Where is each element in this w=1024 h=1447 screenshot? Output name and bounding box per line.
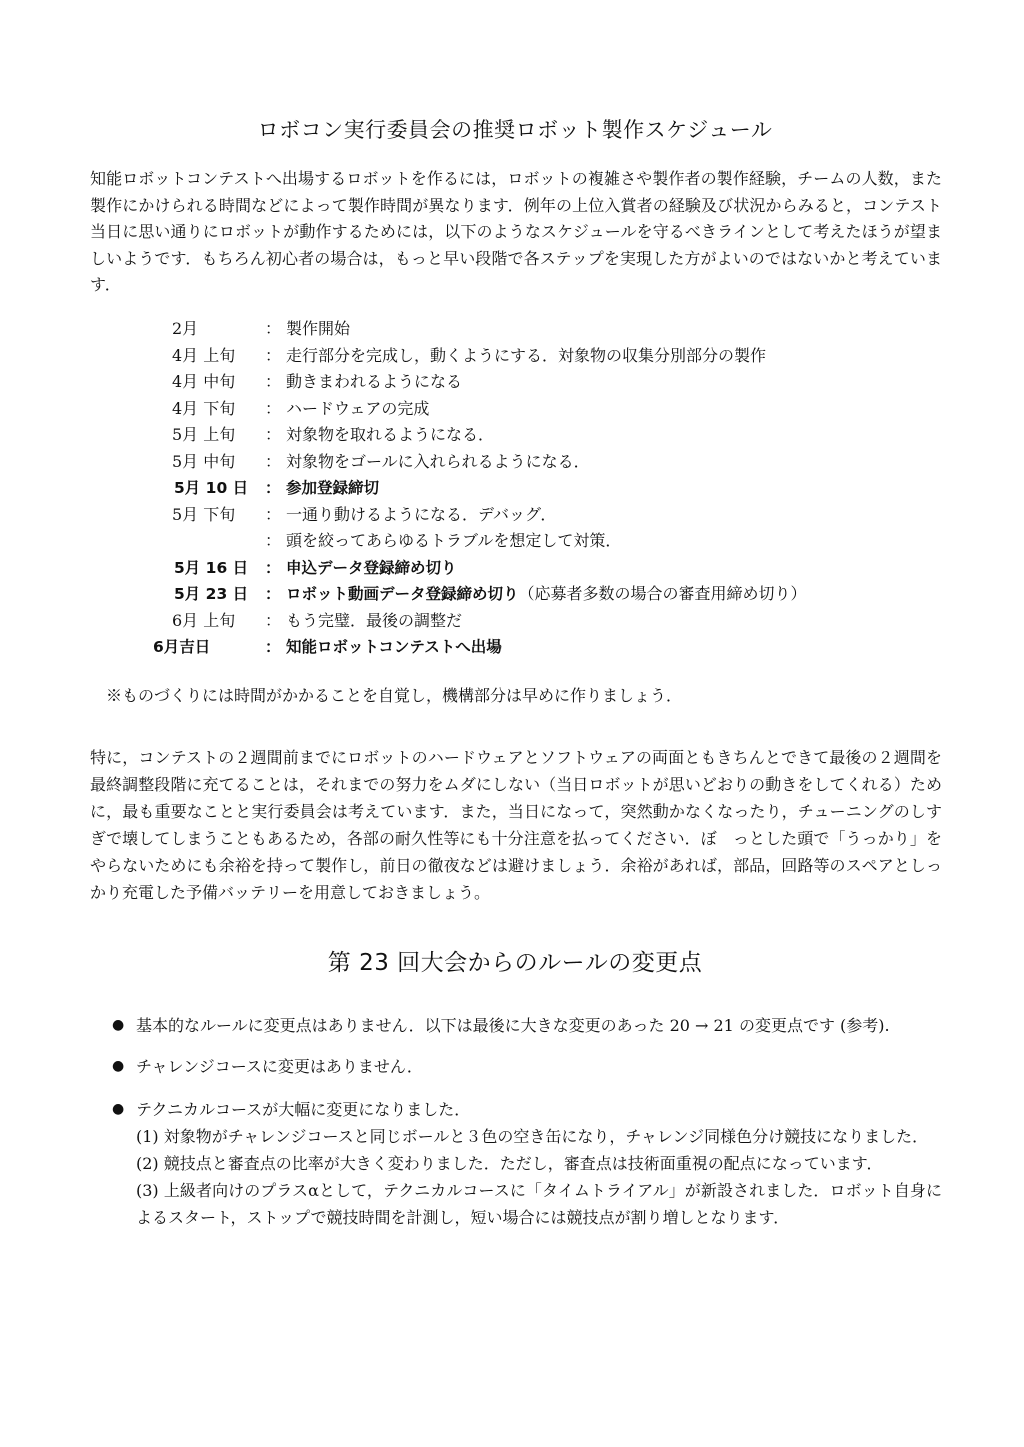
schedule-text: 知能ロボットコンテストへ出場 xyxy=(286,638,502,656)
schedule-text: 対象物をゴールに入れられるようになる． xyxy=(286,451,590,471)
schedule-row xyxy=(0,422,1024,448)
schedule-note-line: ※ものづくりには時間がかかることを自覚し，機構部分は早めに作りましょう． xyxy=(106,686,683,705)
schedule-colon: ： xyxy=(265,479,281,497)
advice-paragraph: 特に，コンテストの２週間前までにロボットのハードウェアとソフトウェアの両面ともきちんとできて最後の２週間を最終調整段階に充てることは，それまでの努力をムダにしない（当日ロボットが思いどおりの動きをしてくれる）ために，最も重要なことと実行委員会は考えています．また，当日になって，突然動かなくなったり，チューニングのしすぎで壊してしまうこともあるため，各部の耐久性等にも十分注意を払ってください．ぼ っとした頭で「うっかり」をやらないためにも余裕を持って製作し，前日の徹夜などは避けましょう．余裕があれば，部品，回路等のスペアとしっかり充電した予備バッテリーを用意しておきましょう。 xyxy=(90,748,942,902)
bullet-dot-icon: ● xyxy=(112,1017,125,1033)
schedule-row-deadline xyxy=(0,475,1024,501)
schedule-text: ロボット動画データ登録締め切り xyxy=(286,585,519,603)
bullet-text: チャレンジコースに変更はありません． xyxy=(136,1057,423,1076)
schedule-date: 5月 中旬 xyxy=(172,451,236,471)
intro-paragraph: 知能ロボットコンテストへ出場するロボットを作るには，ロボットの複雑さや製作者の製作経験，チームの人数，また製作にかけられる時間などによって製作時間が異なります．例年の上位入賞者の経験及び状況からみると，コンテスト当日に思い通りにロボットが動作するためには，以下のようなスケジュールを守るべきラインとして考えたほうが望ましいようです．もちろん初心者の場合は，もっと早い段階で各ステップを実現した方がよいのではないかと考えています． xyxy=(90,169,942,295)
sub-item: (3) 上級者向けのプラスαとして，テクニカルコースに「タイムトライアル」が新設されました．ロボット自身によるスタート，ストップで競技時間を計測し，短い場合には競技点が割り増しとなります． xyxy=(136,1181,942,1227)
bullet-dot-icon: ● xyxy=(112,1101,125,1117)
schedule-colon: ： xyxy=(265,585,281,603)
schedule-row-deadline xyxy=(0,581,1024,607)
schedule-row-deadline xyxy=(0,634,1024,660)
schedule-colon: ： xyxy=(265,638,281,656)
schedule-colon: ： xyxy=(265,451,282,471)
schedule-row xyxy=(0,343,1024,369)
schedule-date: 5月 下旬 xyxy=(172,504,236,524)
bullet-item xyxy=(112,1053,942,1080)
bullet-dot-icon: ● xyxy=(112,1058,125,1074)
schedule-text: 参加登録締切 xyxy=(286,479,380,497)
section-title: 第 23 回大会からのルールの変更点 xyxy=(327,950,703,976)
schedule-colon: ： xyxy=(265,345,282,365)
schedule-colon: ： xyxy=(265,425,282,444)
schedule-date: 4月 中旬 xyxy=(172,372,236,391)
schedule-row xyxy=(0,316,1024,342)
schedule-colon: ： xyxy=(265,319,282,338)
schedule-date: 5月 23 日 xyxy=(174,585,249,603)
sub-item: (1) 対象物がチャレンジコースと同じボールと３色の空き缶になり，チャレンジ同様色分け競技になりました． xyxy=(136,1127,929,1146)
schedule-row xyxy=(0,528,1024,554)
schedule-text: ハードウェアの完成 xyxy=(286,398,430,418)
schedule-row xyxy=(0,608,1024,634)
bullet-text: 基本的なルールに変更点はありません．以下は最後に大きな変更のあった 20 → 21 の変更点です (参考). xyxy=(136,1016,890,1035)
schedule-date: 2月 xyxy=(172,319,199,338)
schedule-colon: ： xyxy=(265,504,282,524)
bullet-text: テクニカルコースが大幅に変更になりました． xyxy=(136,1100,471,1119)
schedule-text: 走行部分を完成し，動くようにする．対象物の収集分別部分の製作 xyxy=(286,345,767,365)
schedule-row xyxy=(0,449,1024,475)
schedule-text: 頭を絞ってあらゆるトラブルを想定して対策． xyxy=(286,531,622,550)
schedule-date: 5月 上旬 xyxy=(172,425,236,444)
schedule-text: もう完璧．最後の調整だ xyxy=(286,610,463,630)
schedule-date: 4月 下旬 xyxy=(172,398,236,418)
schedule-colon: ： xyxy=(265,610,282,630)
schedule-date: 6月 上旬 xyxy=(172,610,236,630)
schedule-colon: ： xyxy=(265,531,282,550)
schedule-note: （応募者多数の場合の審査用締め切り） xyxy=(518,584,807,603)
bullet-item xyxy=(112,1012,942,1039)
schedule-colon: ： xyxy=(265,372,282,391)
sub-item: (2) 競技点と審査点の比率が大きく変わりました．ただし，審査点は技術面重視の配点になっています． xyxy=(136,1154,883,1173)
schedule-text-group xyxy=(286,581,807,607)
schedule-colon: ： xyxy=(265,558,281,577)
page-title: ロボコン実行委員会の推奨ロボット製作スケジュール xyxy=(257,118,773,142)
schedule-text: 申込データ登録締め切り xyxy=(286,558,457,577)
schedule-date: 6月吉日 xyxy=(153,638,211,656)
schedule-row xyxy=(0,502,1024,528)
schedule-text: 一通り動けるようになる．デバッグ． xyxy=(286,504,557,524)
schedule-date: 4月 上旬 xyxy=(172,345,236,365)
schedule-date: 5月 16 日 xyxy=(174,558,249,577)
schedule-text: 対象物を取れるようになる． xyxy=(286,425,495,444)
bullet-item xyxy=(112,1096,942,1231)
schedule-text: 動きまわれるようになる xyxy=(286,372,463,391)
schedule-date: 5月 10 日 xyxy=(174,479,249,497)
schedule-colon: ： xyxy=(265,398,282,418)
schedule-row-deadline xyxy=(0,555,1024,581)
schedule-row xyxy=(0,369,1024,395)
schedule-text: 製作開始 xyxy=(286,319,351,338)
schedule-row xyxy=(0,396,1024,422)
